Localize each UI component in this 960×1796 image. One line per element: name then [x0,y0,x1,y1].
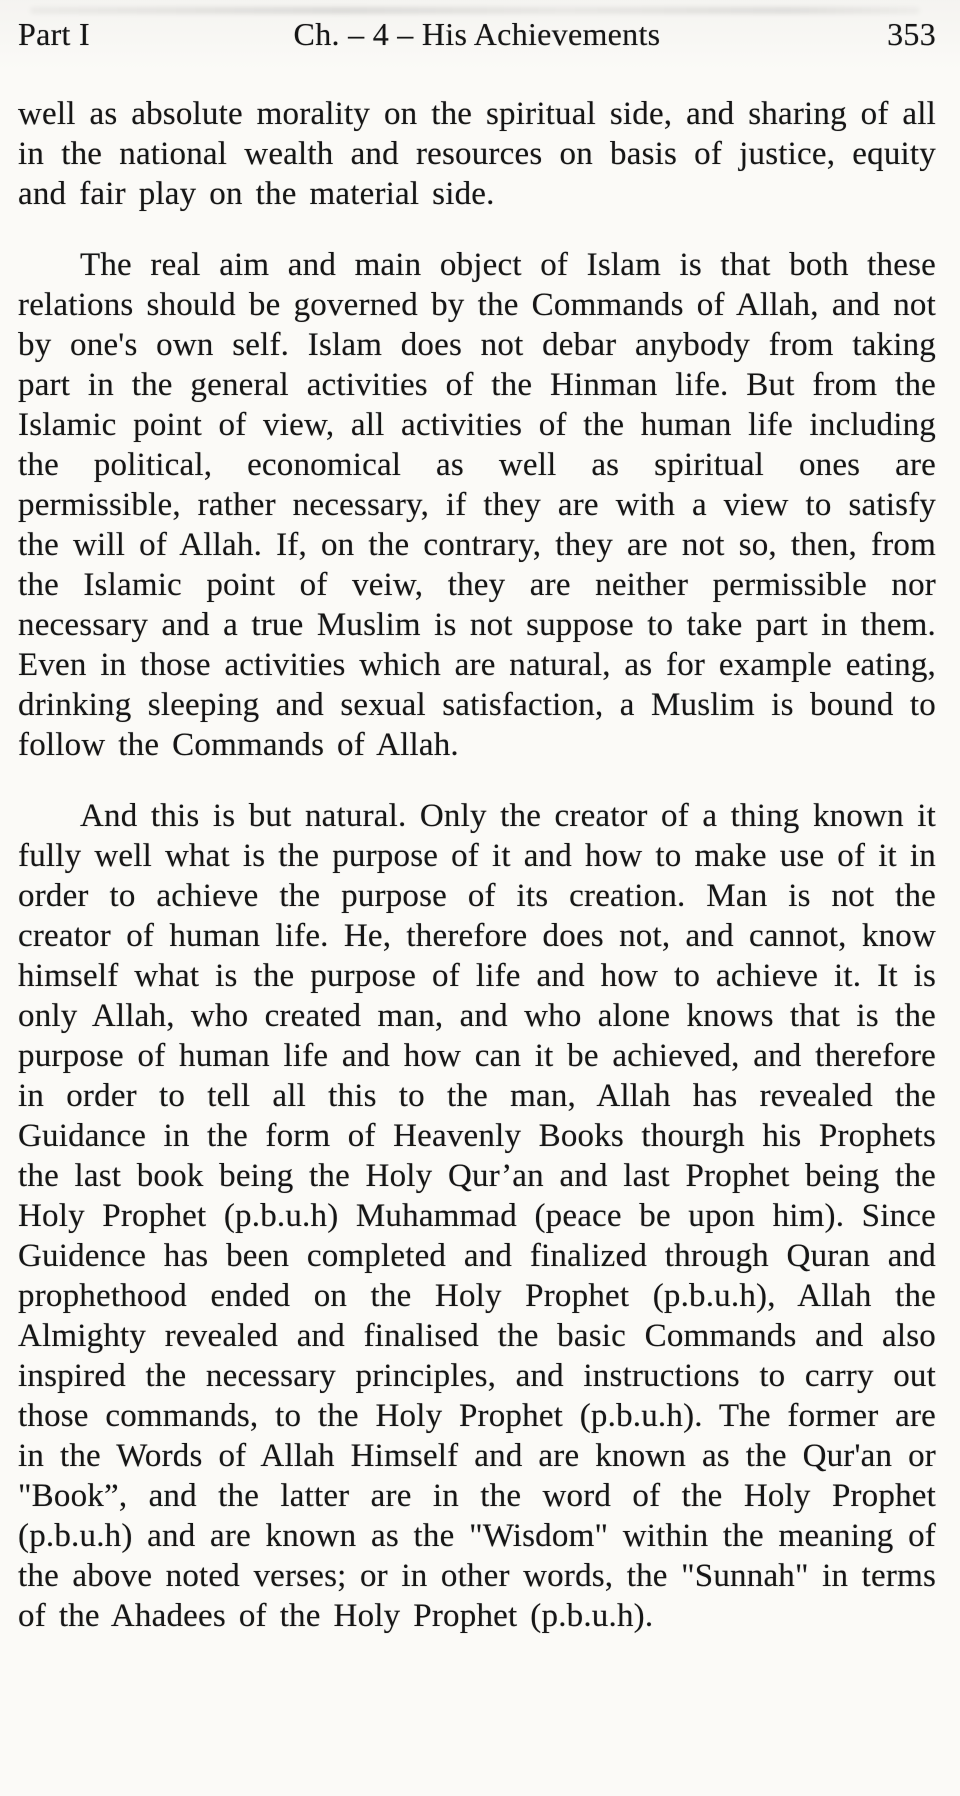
page-number: 353 [887,16,936,52]
paragraph-real-aim-of-islam: The real aim and main object of Islam is that both these relations should be governed by the Commands of Allah, and not by one's own self. Islam does not debar anybody from taking part in the general activities of the Hinman life. But from the Islamic point of view, all activities of the human life including the political, economical as well as spiritual ones are permissible, rather necessary, if they are with a view to satisfy the will of Allah. If, on the contrary, they are not so, then, from the Islamic point of veiw, they are neither permissible nor necessary and a true Muslim is not suppose to take part in them. Even in those activities which are natural, as for example eating, drinking sleeping and sexual satisfaction, a Muslim is bound to follow the Commands of Allah. [18,247,936,763]
paragraph-continuation: well as absolute morality on the spiritual side, and sharing of all in the national wealth and resources on basis of justice, equity and fair play on the material side. [18,96,936,212]
page-header [18,16,936,53]
chapter-title: Ch. – 4 – His Achievements [293,16,661,52]
part-label: Part I [18,16,91,52]
scan-artifact [30,7,920,14]
paragraph-creator-and-guidance: And this is but natural. Only the creator of a thing known it fully well what is the purpose of it and how to make use of it in order to achieve the purpose of its creation. Man is not the creator of human life. He, therefore does not, and cannot, know himself what is the purpose of life and how to achieve it. It is only Allah, who created man, and who alone knows that is the purpose of human life and how can it be achieved, and therefore in order to tell all this to the man, Allah has revealed the Guidance in the form of Heavenly Books thourgh his Prophets the last book being the Holy Qur’an and last Prophet being the Holy Prophet (p.b.u.h) Muhammad (peace be upon him). Since Guidence has been completed and finalized through Quran and prophethood ended on the Holy Prophet (p.b.u.h), Allah the Almighty revealed and finalised the basic Commands and also inspired the necessary principles, and instructions to carry out those commands, to the Holy Prophet (p.b.u.h). The former are in the Words of Allah Himself and are known as the Qur'an or "Book”, and the latter are in the word of the Holy Prophet (p.b.u.h) and are known as the "Wisdom" within the meaning of the above noted verses; or in other words, the "Sunnah" in terms of the Ahadees of the Holy Prophet (p.b.u.h). [18,798,936,1634]
page-body [18,94,936,1636]
